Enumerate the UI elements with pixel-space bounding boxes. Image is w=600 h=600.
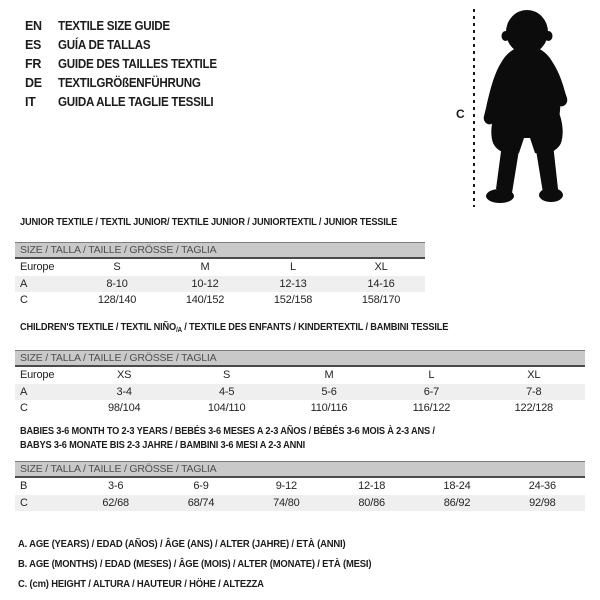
- table-row-europe: [15, 259, 425, 276]
- junior-table: [15, 216, 425, 309]
- row-label: A: [20, 385, 28, 398]
- table-cell: M: [324, 369, 334, 382]
- table-cell: XS: [117, 369, 132, 382]
- size-header-bar: SIZE / TALLA / TAILLE / GRÖSSE / TAGLIA: [15, 461, 585, 478]
- table-title-pre: CHILDREN'S TEXTILE / TEXTIL NIÑO: [20, 321, 177, 333]
- language-code: FR: [25, 56, 42, 71]
- language-title: TEXTILGRÖßENFÜHRUNG: [58, 75, 201, 90]
- table-title-post: / TEXTILE DES ENFANTS / KINDERTEXTIL / BAMBINI TESSILE: [181, 321, 449, 333]
- table-cell: 6-7: [423, 385, 440, 398]
- table-cell: S: [223, 369, 231, 382]
- table-cell: XL: [527, 369, 541, 382]
- language-row-it: [25, 92, 229, 111]
- height-measure-dashed-line: [473, 9, 475, 207]
- table-cell: 14-16: [367, 277, 395, 290]
- row-label: Europe: [20, 369, 55, 382]
- table-cell: 5-6: [321, 385, 337, 398]
- table-cell: 92/98: [529, 496, 556, 509]
- table-row-a: [15, 384, 585, 401]
- table-title-subscript: /A: [176, 327, 182, 334]
- table-cell: 62/68: [102, 496, 129, 509]
- table-cell: L: [428, 369, 435, 382]
- table-title: JUNIOR TEXTILE / TEXTIL JUNIOR/ TEXTILE JUNIOR / JUNIORTEXTIL / JUNIOR TESSILE: [20, 216, 398, 228]
- table-row-a: [15, 276, 425, 293]
- language-row-en: [25, 16, 229, 35]
- children-table: [15, 321, 585, 417]
- table-cell: 152/158: [273, 294, 313, 307]
- babies-table: [15, 425, 585, 511]
- table-cell: 9-12: [275, 480, 297, 493]
- language-code: DE: [25, 75, 42, 90]
- language-code: EN: [25, 18, 42, 33]
- footnotes: [18, 534, 411, 594]
- table-cell: 4-5: [218, 385, 235, 398]
- footnote-b: B. AGE (MONTHS) / EDAD (MESES) / ÂGE (MOIS) / ALTER (MONATE) / ETÀ (MESI): [18, 558, 372, 570]
- row-label: C: [20, 294, 28, 307]
- table-cell: 12-18: [358, 480, 386, 493]
- language-list: [25, 16, 229, 111]
- table-cell: 24-36: [528, 480, 556, 493]
- language-row-de: [25, 73, 229, 92]
- table-cell: 86/92: [443, 496, 471, 509]
- table-cell: 8-10: [106, 277, 128, 290]
- table-cell: 116/122: [412, 402, 451, 415]
- size-header-bar: SIZE / TALLA / TAILLE / GRÖSSE / TAGLIA: [15, 242, 425, 259]
- row-label: Europe: [20, 261, 55, 274]
- language-title: GUIDA ALLE TAGLIE TESSILI: [58, 94, 214, 109]
- row-label: A: [20, 277, 28, 290]
- table-cell: 74/80: [273, 496, 300, 509]
- table-cell: 110/116: [310, 402, 348, 415]
- baby-toddler-silhouette-icon: [481, 6, 573, 206]
- table-cell: 18-24: [443, 480, 471, 493]
- language-row-fr: [25, 54, 229, 73]
- table-row-c: [15, 400, 585, 417]
- table-cell: 10-12: [191, 277, 219, 290]
- table-cell: 140/152: [185, 294, 225, 307]
- table-cell: 7-8: [526, 385, 542, 398]
- footnote-c: C. (cm) HEIGHT / ALTURA / HAUTEUR / HÖHE / ALTEZZA: [18, 578, 264, 590]
- table-cell: 3-6: [108, 480, 124, 493]
- table-cell: 158/170: [361, 294, 401, 307]
- table-title: [20, 321, 517, 337]
- table-cell: 122/128: [514, 402, 553, 415]
- table-cell: XL: [374, 261, 388, 274]
- table-row-c: [15, 292, 425, 309]
- language-title: GUÍA DE TALLAS: [58, 37, 151, 52]
- language-title: TEXTILE SIZE GUIDE: [58, 18, 170, 33]
- table-cell: M: [200, 261, 210, 274]
- table-cell: 3-4: [116, 385, 132, 398]
- language-code: IT: [25, 94, 36, 109]
- table-row-europe: [15, 367, 585, 384]
- table-row-b: [15, 478, 585, 495]
- table-cell: 12-13: [279, 277, 307, 290]
- table-title-line1: BABIES 3-6 MONTH TO 2-3 YEARS / BEBÉS 3-6 MESES A 2-3 AÑOS / BÉBÉS 3-6 MOIS À 2-3 ANS /: [20, 425, 435, 437]
- language-title: GUIDE DES TAILLES TEXTILE: [58, 56, 217, 71]
- table-row-c: [15, 495, 585, 512]
- row-label: C: [20, 402, 28, 415]
- table-cell: 98/104: [107, 402, 141, 415]
- table-cell: 128/140: [97, 294, 137, 307]
- table-cell: 68/74: [187, 496, 215, 509]
- row-label: B: [20, 480, 28, 493]
- table-cell: 104/110: [207, 402, 246, 415]
- footnote-a: A. AGE (YEARS) / EDAD (AÑOS) / ÂGE (ANS) / ALTER (JAHRE) / ETÀ (ANNI): [18, 538, 346, 550]
- language-row-es: [25, 35, 229, 54]
- height-label-c: C: [456, 107, 465, 121]
- row-label: C: [20, 496, 28, 509]
- table-cell: L: [290, 261, 296, 274]
- language-code: ES: [25, 37, 42, 52]
- size-header-bar: SIZE / TALLA / TAILLE / GRÖSSE / TAGLIA: [15, 350, 585, 367]
- table-title-line2: BABYS 3-6 MONATE BIS 2-3 JAHRE / BAMBINI 3-6 MESI A 2-3 ANNI: [20, 438, 305, 451]
- table-cell: 80/86: [358, 496, 385, 509]
- table-cell: S: [113, 261, 121, 274]
- table-cell: 6-9: [193, 480, 209, 493]
